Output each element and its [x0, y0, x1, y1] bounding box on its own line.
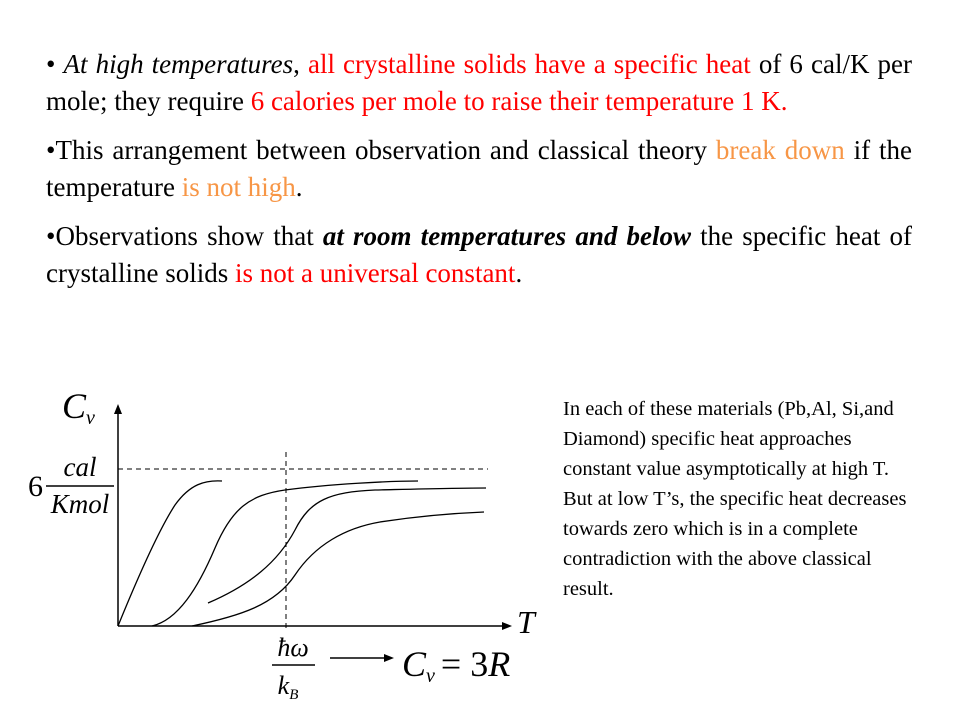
bullet-high-temperature: [46, 46, 912, 120]
bullet-segment: all crystalline solids have a specific heat: [307, 49, 751, 79]
bullet-segment: the specific heat of crystalline solids: [46, 221, 913, 288]
x-mark-denominator: kB: [277, 671, 299, 703]
result-arrowhead: [384, 654, 394, 662]
curve-si: [208, 488, 486, 603]
bullet-segment: 6 calories per mole to raise their temperature 1 K.: [250, 86, 788, 116]
bullet-segment: At high temperatures: [63, 49, 294, 79]
x-mark-numerator: ħω: [277, 633, 309, 662]
bullet-segment: .: [515, 258, 523, 288]
bullet-segment: if the temperature: [46, 135, 912, 202]
bullet-breakdown: [46, 132, 912, 206]
x-axis-label: T: [517, 604, 535, 640]
curve-diamond: [192, 512, 484, 626]
x-axis-arrowhead: [502, 622, 512, 630]
bullet-list: [46, 46, 912, 304]
curve-al: [152, 481, 418, 626]
y-axis-arrowhead: [114, 404, 122, 414]
classical-result: Cv = 3R: [402, 644, 511, 687]
y-level-numerator: cal: [63, 452, 97, 482]
y-axis-label: Cv: [62, 386, 95, 429]
y-level-denominator: Kmol: [50, 489, 110, 519]
bullet-observations: [46, 218, 912, 292]
bullet-segment: ,: [293, 49, 308, 79]
bullet-segment: at room temperatures and below: [322, 221, 691, 251]
specific-heat-figure: [0, 370, 560, 715]
side-note: In each of these materials (Pb,Al, Si,and Diamond) specific heat approaches constant value asymptotically at high T. But at low T’s, the specific heat decreases towards zero which is in a complete contradiction with the above classical result.: [563, 398, 907, 600]
curve-pb: [118, 481, 222, 626]
bullet-segment: •Observations show that: [46, 221, 323, 251]
bullet-segment: break down: [715, 135, 845, 165]
bullet-segment: •This arrangement between observation and classical theory: [46, 135, 716, 165]
bullet-segment: .: [295, 172, 303, 202]
bullet-segment: of 6 cal/K per mole; they require: [46, 49, 913, 116]
bullet-segment: •: [46, 49, 64, 79]
bullet-segment: is not a universal constant: [234, 258, 516, 288]
bullet-segment: is not high: [181, 172, 296, 202]
y-level-prefix: 6: [28, 470, 43, 503]
